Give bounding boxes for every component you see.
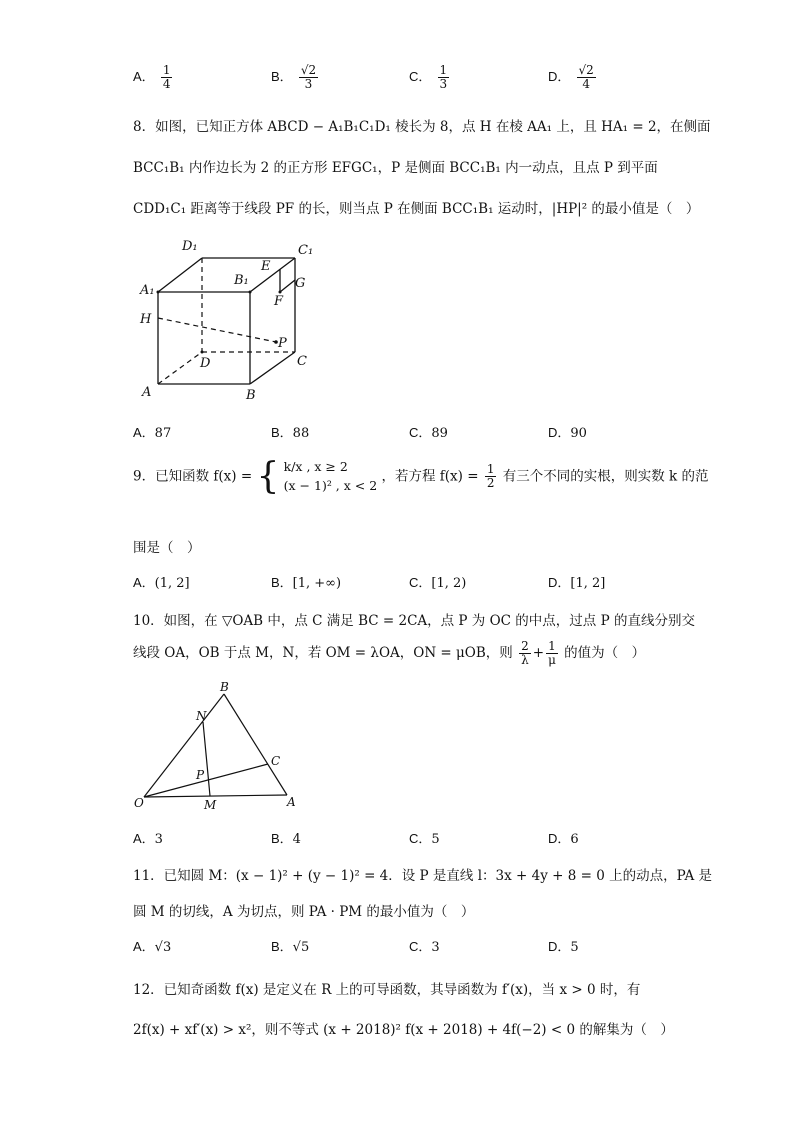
q9-option-c: C．[1, 2) xyxy=(409,575,467,591)
segment-nm xyxy=(203,722,210,796)
q11-text-line1: 11．已知圆 M：(x − 1)² + (y − 1)² = 4．设 P 是直线 l：3x + 4y + 8 = 0 上的动点，PA 是 xyxy=(133,868,712,884)
label-d: D xyxy=(200,356,211,371)
q8-option-a: A．87 xyxy=(133,425,172,441)
cube-edge xyxy=(250,258,295,292)
label-e: E xyxy=(261,259,271,274)
label-p: P xyxy=(278,336,287,351)
segment-ob xyxy=(144,694,224,797)
label-a: A xyxy=(287,795,296,809)
q10-text-line1: 10．如图，在 ▽OAB 中，点 C 满足 BC = 2CA，点 P 为 OC 的中点，过点 P 的直线分别交 xyxy=(133,613,695,629)
q7-option-c: C． $\frac{1}{3}$ xyxy=(409,63,448,92)
label-b: B xyxy=(220,680,229,694)
q9-text-line2: 围是（ ） xyxy=(133,540,201,556)
q11-text-line2: 圆 M 的切线，A 为切点，则 PA · PM 的最小值为（ ） xyxy=(133,904,475,920)
q8-option-c: C．89 xyxy=(409,425,448,441)
label-g: G xyxy=(295,276,306,291)
label-a: A xyxy=(142,385,152,400)
square-edge xyxy=(280,280,295,292)
label-b: B xyxy=(246,388,256,403)
fraction-half: $\frac{1}{2}$ xyxy=(486,462,495,491)
q12-text-line1: 12．已知奇函数 f(x) 是定义在 R 上的可导函数，其导函数为 f′(x)，当 x > 0 时，有 xyxy=(133,982,641,998)
q11-options xyxy=(133,936,693,966)
q11-option-d: D．5 xyxy=(548,939,579,955)
label-f: F xyxy=(274,294,284,309)
q9-options xyxy=(133,572,693,602)
label-b1: B₁ xyxy=(234,273,249,288)
q12-text-line2: 2f(x) + xf′(x) > x²，则不等式 (x + 2018)² f(x + 2018) + 4f(−2) < 0 的解集为（ ） xyxy=(133,1022,674,1038)
q8-options xyxy=(133,422,693,452)
q11-option-c: C．3 xyxy=(409,939,440,955)
fraction: $\frac{√2}{3}$ xyxy=(300,63,317,92)
piecewise-brace: { xyxy=(256,455,280,497)
q9-option-d: D．[1, 2] xyxy=(548,575,606,591)
q8-text-line2: BCC₁B₁ 内作边长为 2 的正方形 EFGC₁，P 是侧面 BCC₁B₁ 内一动点，且点 P 到平面 xyxy=(133,160,658,176)
fraction: $\frac{√2}{4}$ xyxy=(578,63,594,92)
point-d xyxy=(201,351,204,354)
fraction-1-mu: $\frac{1}{\mu}$ xyxy=(548,639,556,668)
hidden-edge xyxy=(158,352,202,384)
q8-text-line1: 8．如图，已知正方体 ABCD − A₁B₁C₁D₁ 棱长为 8，点 H 在棱 AA₁ 上，且 HA₁ = 2，在侧面 xyxy=(133,119,711,135)
q11-option-a: A．√3 xyxy=(133,939,172,955)
q7-options xyxy=(133,64,693,94)
label-d1: D₁ xyxy=(182,239,198,254)
label-h: H xyxy=(140,312,152,327)
segment-hp xyxy=(158,318,276,342)
q10-text-line2: 线段 OA，OB 于点 M，N，若 OM = λOA，ON = μOB，则 $\frac{2}{\lambda}$ + $\frac{1}{\mu}$ 的值为（ ） xyxy=(133,639,646,668)
q10-option-d: D．6 xyxy=(548,831,579,847)
label-c: C xyxy=(271,754,281,768)
segment-oa xyxy=(144,795,287,797)
q9-text-line1: 9．已知函数 f(x) = { k/x , x ≥ 2 (x − 1)² , x < 2 ，若方程 f(x) = $\frac{1}{2}$ 有三个不同的实根，则实数 k 的范 xyxy=(133,455,709,497)
q10-triangle-figure xyxy=(130,680,310,815)
q10-option-a: A．3 xyxy=(133,831,163,847)
label-n: N xyxy=(196,709,207,723)
point-a1 xyxy=(157,291,160,294)
point-b1 xyxy=(249,291,252,294)
q7-option-d: D． $\frac{√2}{4}$ xyxy=(548,63,594,92)
q8-option-b: B．88 xyxy=(271,425,310,441)
label-a1: A₁ xyxy=(140,283,155,298)
label-p: P xyxy=(196,768,205,782)
fraction: $\frac{1}{4}$ xyxy=(162,63,171,92)
q8-cube-figure xyxy=(130,232,330,407)
q8-text-line3: CDD₁C₁ 距离等于线段 PF 的长，则当点 P 在侧面 BCC₁B₁ 运动时，|HP|² 的最小值是（ ） xyxy=(133,201,700,217)
q10-option-c: C．5 xyxy=(409,831,440,847)
label-c: C xyxy=(297,354,307,369)
q10-options xyxy=(133,828,693,858)
segment-ba xyxy=(224,694,287,795)
segment-oc xyxy=(144,764,268,797)
q8-option-d: D．90 xyxy=(548,425,587,441)
q9-option-b: B．[1, +∞) xyxy=(271,575,342,591)
piecewise-cases: k/x , x ≥ 2 (x − 1)² , x < 2 xyxy=(283,459,378,493)
fraction-2-lambda: $\frac{2}{\lambda}$ xyxy=(521,639,529,668)
q7-option-b: B． $\frac{√2}{3}$ xyxy=(271,63,317,92)
label-c1: C₁ xyxy=(298,243,314,258)
q11-option-b: B．√5 xyxy=(271,939,310,955)
q9-option-a: A．(1, 2] xyxy=(133,575,190,591)
q7-option-a: A． $\frac{1}{4}$ xyxy=(133,63,171,92)
cube-edge xyxy=(250,352,295,384)
label-m: M xyxy=(204,798,217,812)
cube-edge xyxy=(158,258,202,292)
label-o: O xyxy=(134,796,144,810)
q10-option-b: B．4 xyxy=(271,831,301,847)
fraction: $\frac{1}{3}$ xyxy=(439,63,448,92)
